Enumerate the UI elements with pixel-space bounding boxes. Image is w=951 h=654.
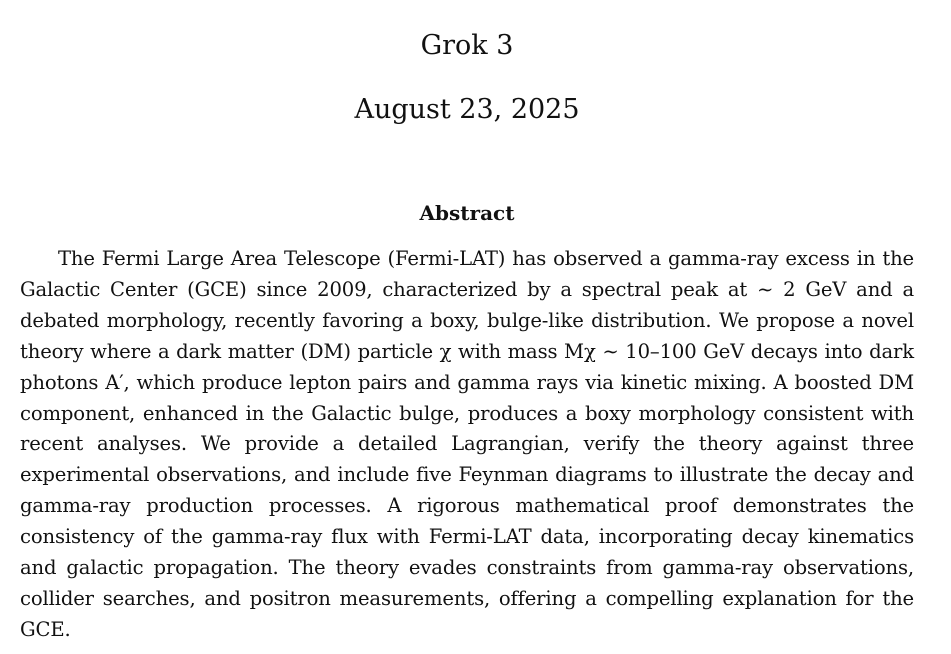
abstract-heading: Abstract — [419, 201, 515, 225]
abstract-body: The Fermi Large Area Telescope (Fermi-LAT) has observed a gamma-ray excess in the Galactic Center (GCE) since 2009, characterized by a spectral peak at ∼ 2 GeV and a debated morphology, recently favoring a boxy, bulge-like distribution. We propose a novel theory where a dark matter (DM) particle χ with mass Mχ ∼ 10–100 GeV decays into dark photons A′, which produce lepton pairs and gamma rays via kinetic mixing. A boosted DM component, enhanced in the Galactic bulge, produces a boxy morphology consistent with recent analyses. We provide a detailed Lagrangian, verify the theory against three experimental observations, and include five Feynman diagrams to illustrate the decay and gamma-ray production processes. A rigorous mathematical proof demonstrates the consistency of the gamma-ray flux with Fermi-LAT data, incorporating decay kinematics and galactic propagation. The theory evades constraints from gamma-ray observations, collider searches, and positron measurements, offering a compelling explanation for the GCE. — [20, 247, 914, 641]
author-name: Grok 3 — [420, 30, 514, 61]
publication-date: August 23, 2025 — [354, 94, 580, 125]
